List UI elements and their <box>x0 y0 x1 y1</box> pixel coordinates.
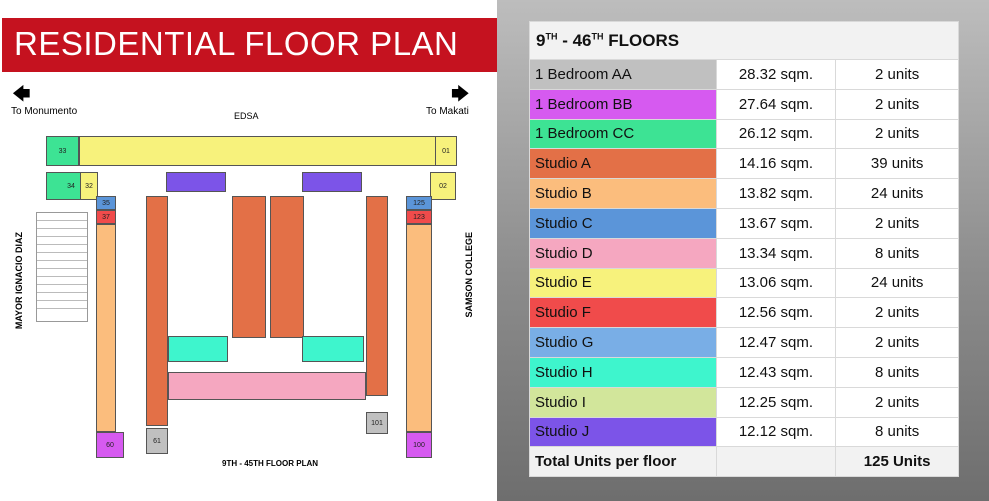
table-row <box>530 387 959 417</box>
table-row <box>530 149 959 179</box>
unit-count-cell: 2 units <box>836 119 959 149</box>
units-table <box>529 21 959 477</box>
unit-type-cell: Studio A <box>530 149 717 179</box>
table-row <box>530 208 959 238</box>
unit-area-cell: 12.43 sqm. <box>716 357 836 387</box>
unit-count-cell: 2 units <box>836 208 959 238</box>
unit-type-cell: Studio J <box>530 417 717 447</box>
units-panel <box>497 0 989 501</box>
table-row <box>530 357 959 387</box>
unit-count-cell: 2 units <box>836 60 959 90</box>
page-title: RESIDENTIAL FLOOR PLAN <box>14 25 459 62</box>
unit-type-cell: 1 Bedroom BB <box>530 89 717 119</box>
unit-area-cell: 13.06 sqm. <box>716 268 836 298</box>
total-label: Total Units per floor <box>530 447 717 477</box>
edsa-label: EDSA <box>234 111 259 121</box>
unit-type-cell: Studio I <box>530 387 717 417</box>
to-monumento-label: To Monumento <box>11 106 78 117</box>
unit-count-cell: 2 units <box>836 298 959 328</box>
table-row <box>530 268 959 298</box>
unit-type-cell: 1 Bedroom AA <box>530 60 717 90</box>
unit-type-cell: Studio G <box>530 328 717 358</box>
unit-count-cell: 2 units <box>836 328 959 358</box>
table-row <box>530 238 959 268</box>
unit-area-cell: 12.25 sqm. <box>716 387 836 417</box>
unit-count-cell: 2 units <box>836 89 959 119</box>
unit-type-cell: Studio F <box>530 298 717 328</box>
total-row <box>530 447 959 477</box>
unit-count-cell: 8 units <box>836 238 959 268</box>
table-header: 9TH - 46TH FLOORS <box>530 22 959 60</box>
table-row <box>530 119 959 149</box>
mayor-ignacio-diaz-label: MAYOR IGNACIO DIAZ <box>14 232 24 330</box>
total-count: 125 Units <box>836 447 959 477</box>
unit-area-cell: 28.32 sqm. <box>716 60 836 90</box>
unit-area-cell: 13.34 sqm. <box>716 238 836 268</box>
unit-area-cell: 13.67 sqm. <box>716 208 836 238</box>
samson-college-label: SAMSON COLLEGE <box>464 232 474 318</box>
unit-type-cell: Studio E <box>530 268 717 298</box>
total-area <box>716 447 836 477</box>
unit-area-cell: 14.16 sqm. <box>716 149 836 179</box>
table-row <box>530 328 959 358</box>
table-header-row <box>530 22 959 60</box>
unit-count-cell: 24 units <box>836 268 959 298</box>
unit-type-cell: Studio C <box>530 208 717 238</box>
floor-plan-drawing: 33 01 34 32 02 35 37 60 125 123 100 61 101 <box>0 0 497 501</box>
to-makati-label: To Makati <box>426 106 469 117</box>
floor-plan-caption: 9TH - 45TH FLOOR PLAN <box>222 459 319 468</box>
table-row <box>530 417 959 447</box>
unit-type-cell: Studio H <box>530 357 717 387</box>
unit-area-cell: 27.64 sqm. <box>716 89 836 119</box>
table-row <box>530 179 959 209</box>
unit-count-cell: 2 units <box>836 387 959 417</box>
unit-count-cell: 24 units <box>836 179 959 209</box>
unit-area-cell: 12.47 sqm. <box>716 328 836 358</box>
unit-area-cell: 26.12 sqm. <box>716 119 836 149</box>
unit-count-cell: 8 units <box>836 357 959 387</box>
mini-legend-table <box>36 212 88 322</box>
unit-area-cell: 13.82 sqm. <box>716 179 836 209</box>
table-row <box>530 89 959 119</box>
unit-area-cell: 12.12 sqm. <box>716 417 836 447</box>
arrow-left-icon: 🡄 <box>12 84 31 105</box>
unit-type-cell: Studio B <box>530 179 717 209</box>
unit-count-cell: 39 units <box>836 149 959 179</box>
arrow-right-icon: 🡆 <box>451 84 470 105</box>
unit-type-cell: Studio D <box>530 238 717 268</box>
table-row <box>530 60 959 90</box>
unit-type-cell: 1 Bedroom CC <box>530 119 717 149</box>
unit-count-cell: 8 units <box>836 417 959 447</box>
table-row <box>530 298 959 328</box>
unit-area-cell: 12.56 sqm. <box>716 298 836 328</box>
